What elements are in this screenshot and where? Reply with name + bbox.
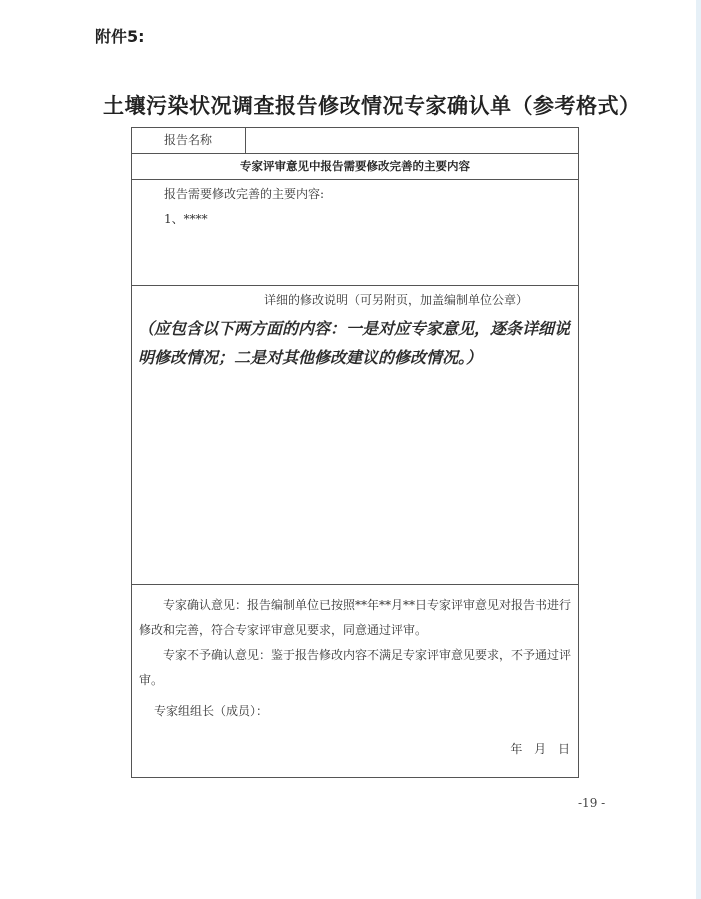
section-heading: 专家评审意见中报告需要修改完善的主要内容 <box>132 154 578 180</box>
main-content-section <box>132 180 578 286</box>
page-number: -19 - <box>578 796 606 810</box>
report-name-field[interactable] <box>246 128 578 153</box>
page-edge <box>696 0 701 899</box>
main-content-item: 1、**** <box>164 212 208 226</box>
report-name-label: 报告名称 <box>132 128 246 153</box>
attachment-label: 附件5: <box>95 27 145 46</box>
confirmation-section <box>132 585 578 777</box>
confirmation-form <box>131 127 579 778</box>
detail-title: 详细的修改说明（可另附页，加盖编制单位公章） <box>264 293 529 307</box>
confirm-opinion: 专家确认意见：报告编制单位已按照**年**月**日专家评审意见对报告书进行修改和完善，符合专家评审意见要求，同意通过评审。 <box>139 598 572 637</box>
leader-signature-label: 专家组组长（成员）： <box>154 704 269 718</box>
date-label: 年 月 日 <box>510 742 570 756</box>
report-name-row <box>132 128 578 154</box>
detail-note: （应包含以下两方面的内容：一是对应专家意见，逐条详细说明修改情况；二是对其他修改建议的修改情况。） <box>138 319 571 367</box>
document-title: 土壤污染状况调查报告修改情况专家确认单（参考格式） <box>103 93 641 118</box>
reject-opinion: 专家不予确认意见：鉴于报告修改内容不满足专家评审意见要求，不予通过评审。 <box>139 648 572 687</box>
detail-section <box>132 286 578 585</box>
main-content-label: 报告需要修改完善的主要内容: <box>164 187 325 201</box>
